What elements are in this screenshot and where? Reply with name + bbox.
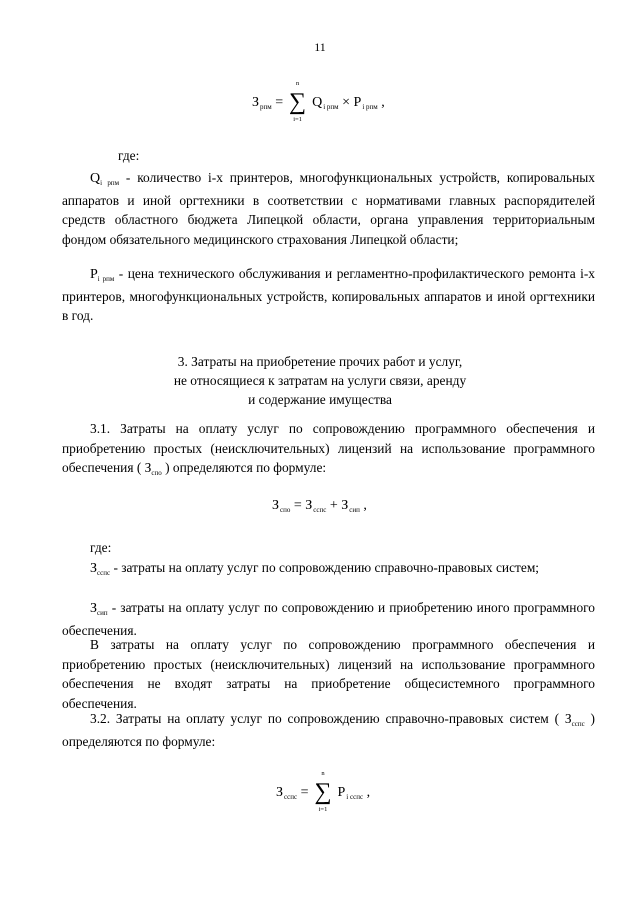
page-number: 11	[314, 40, 326, 54]
f2-equals: =	[293, 498, 302, 513]
f3-lhs: З	[276, 785, 284, 801]
sum-symbol-2	[312, 770, 334, 813]
def-sspc-symbol	[90, 561, 110, 576]
def-q-letter: Q	[90, 171, 101, 186]
definition-sspc	[62, 558, 595, 581]
where-label	[62, 146, 595, 166]
equals-sign: =	[275, 95, 284, 111]
sum-lower-2: i=1	[318, 806, 328, 813]
p31-sub: спо	[151, 469, 162, 478]
def-sspc-sub: сспс	[97, 569, 111, 577]
f2-a-sub: сспс	[313, 506, 327, 514]
paragraph-3-1	[62, 419, 595, 481]
formula-rpm	[252, 80, 385, 123]
sum-upper: n	[295, 80, 300, 87]
f2-a: З	[305, 498, 313, 513]
def-q-text: - количество i-х принтеров, многофункциональных устройств, копировальных аппаратов и иной оргтехники в соответствии с нормативами главных распорядителей средств областного бюджета Липецкой области, органа управления территориальным фондом обязательного медицинского страхования Липецкой области;	[62, 170, 595, 248]
f3-tail: ,	[366, 785, 371, 801]
def-p-letter: P	[90, 267, 98, 282]
def-sspc-letter: З	[90, 561, 98, 576]
section-heading-line2: не относящиеся к затратам на услуги связи, аренду	[173, 373, 467, 388]
section-heading	[0, 352, 640, 409]
sum-symbol	[287, 80, 309, 123]
formula-q-sub: i рпм	[323, 103, 339, 112]
where-text-2: где:	[90, 540, 112, 555]
p32-text-after: ) определяются по формуле:	[62, 711, 595, 749]
f3-lhs-sub: сспс	[284, 793, 298, 802]
paragraph-note: В затраты на оплату услуг по сопровождению программного обеспечения и приобретению простых (неисключительных) лицензий на использование программного обеспечения не входят затраты на приобретение общесистемного программного обеспечения.	[62, 637, 595, 712]
formula-p-sub: i рпм	[362, 103, 378, 112]
formula-q: Q	[312, 95, 323, 111]
def-sip-symbol	[90, 601, 108, 616]
def-sip-text: - затраты на оплату услуг по сопровождению и приобретению иного программного обеспечения.	[62, 600, 595, 638]
p32-symbol	[565, 711, 585, 726]
def-sip-sub: сип	[97, 609, 108, 617]
where-label-2	[62, 538, 595, 558]
definition-p	[62, 264, 595, 326]
formula-lhs-sub: рпм	[260, 103, 272, 112]
sigma-icon: ∑	[289, 89, 307, 115]
def-q-sub: i рпм	[100, 179, 120, 187]
def-sip-letter: З	[90, 601, 98, 616]
f3-equals: =	[300, 785, 309, 801]
sum-lower: i=1	[293, 116, 302, 123]
p31-text-before: 3.1. Затраты на оплату услуг по сопровождению программного обеспечения и приобретению простых (неисключительных) лицензий на использование программного обеспечения (	[62, 421, 595, 476]
formula-tail: ,	[381, 95, 385, 111]
def-sspc-text: - затраты на оплату услуг по сопровождению справочно-правовых систем;	[110, 560, 540, 575]
paragraph-3-2	[62, 709, 595, 751]
def-q-symbol	[90, 171, 119, 186]
p32-sub: сспс	[571, 720, 585, 728]
def-p-text: - цена технического обслуживания и регламентно-профилактического ремонта i-х принтеров, многофункциональных устройств, копировальных аппаратов и иной оргтехники в год.	[62, 266, 596, 324]
f2-lhs: З	[272, 498, 280, 513]
f3-p-sub: i сспс	[346, 793, 364, 802]
f2-plus: +	[329, 498, 338, 513]
p31-symbol	[144, 460, 162, 478]
f2-lhs-sub: спо	[280, 506, 291, 514]
times-sign: ×	[342, 95, 351, 111]
formula-spo	[272, 498, 367, 514]
formula-sspc	[276, 770, 371, 813]
formula-p: P	[353, 95, 362, 111]
f2-b: З	[341, 498, 349, 513]
f2-b-sub: сип	[349, 506, 360, 514]
formula-lhs: З	[252, 95, 260, 111]
where-text: где:	[118, 148, 140, 163]
sum-upper-2: n	[321, 770, 325, 777]
section-heading-line3: и содержание имущества	[248, 392, 392, 407]
def-p-symbol	[90, 267, 114, 282]
def-p-sub: i рпм	[97, 275, 115, 283]
p31-text-after: ) определяются по формуле:	[161, 460, 327, 476]
f2-tail: ,	[363, 498, 367, 513]
p32-letter: З	[564, 711, 572, 726]
definition-q	[62, 168, 595, 250]
p31-letter: З	[144, 460, 152, 476]
sigma-icon: ∑	[314, 779, 332, 805]
p32-text-before: 3.2. Затраты на оплату услуг по сопровождению справочно-правовых систем (	[90, 711, 565, 726]
f3-p: P	[337, 785, 346, 801]
section-heading-line1: 3. Затраты на приобретение прочих работ и услуг,	[177, 354, 463, 369]
